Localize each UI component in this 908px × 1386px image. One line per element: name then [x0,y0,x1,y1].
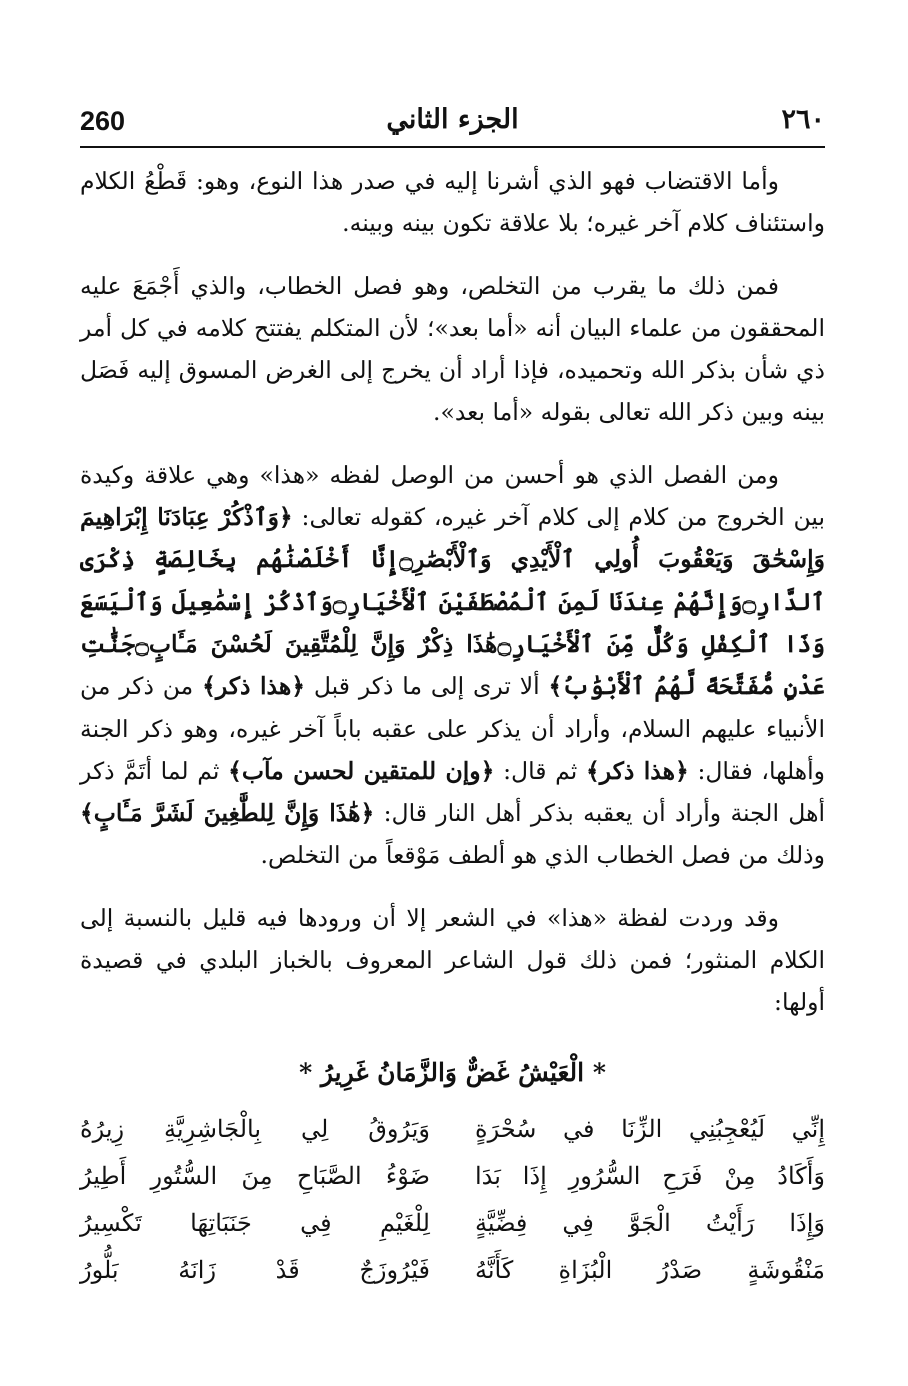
paragraph-1: وأما الاقتضاب فهو الذي أشرنا إليه في صدر هذا النوع، وهو: قَطْعُ الكلام واستئناف كلام آخر غيره؛ بلا علاقة تكون بينه وبينه. [80,167,825,238]
verse-second-hemistich: فَيْرُوزَجٌ قَدْ زَانَهُ بَلُّورُ [80,1256,430,1284]
verse-row [80,1162,825,1209]
page-number-arabic: ٢٦٠ [781,104,825,135]
body-text [80,160,825,1024]
verse-first-hemistich: إِنِّي لَيُعْجِبُنِي الزِّنَا في سُحْرَةٍ [475,1115,825,1143]
running-title: الجزء الثاني [386,104,519,135]
verse-first-hemistich: وَأَكَادُ مِنْ فَرَحِ السُّرُورِ إِذَا بَدَا [475,1162,825,1190]
paragraph-4: وقد وردت لفظة «هذا» في الشعر إلا أن ورودها فيه قليل بالنسبة إلى الكلام المنثور؛ فمن ذلك قول الشاعر المعروف بالخباز البلدي في قصيدة أولها: [80,903,825,1017]
verse-second-hemistich: لِلْغَيْمِ فِي جَنَبَاتِهَا تَكْسِيرُ [80,1209,430,1237]
verse-second-hemistich: وَيَرُوقُ لِي بِالْجَاشِرِيَّةِ زِيرُهُ [80,1115,430,1143]
header-rule [80,146,825,148]
paragraph-3-text-3: من ذكر من الأنبياء عليهم السلام، وأراد أن يذكر على عقبه باباً آخر غيره، وهو ذكر الجنة وأهلها، فقال: [80,672,826,785]
quran-quote-2: ﴿هذا ذكر﴾ [202,672,306,701]
quran-quote-3: ﴿هذا ذكر﴾ [585,756,689,785]
verse-row [80,1209,825,1256]
page-number-latin: 260 [80,106,126,136]
poem-verses [80,1115,825,1303]
paragraph-3-text-2: ألا ترى إلى ما ذكر قبل [305,672,549,701]
quran-quote-4: ﴿وإن للمتقين لحسن مآب﴾ [228,756,495,785]
quran-quote-5: ﴿هَٰذَا وَإِنَّ لِلطَّٰغِينَ لَشَرَّ مَـَٔابٍ﴾ [80,799,375,828]
verse-row [80,1256,825,1303]
paragraph-2: فمن ذلك ما يقرب من التخلص، وهو فصل الخطاب، والذي أَجْمَعَ عليه المحققون من علماء البيان أنه «أما بعد»؛ لأن المتكلم يفتتح كلامه في كل أمر ذي شأن بذكر الله وتحميده، فإذا أراد أن يخرج إلى الغرض المسوق إليه فَصَل بينه وبين ذكر الله تعالى بقوله «أما بعد». [80,271,825,427]
paragraph-3-text-5: ثم لما أتَمَّ ذكر أهل الجنة وأراد أن يعقبه بذكر أهل النار قال: [80,756,825,828]
verse-first-hemistich: وَإِذَا رَأَيْتُ الْجَوَّ فِي فِضِّيَّةٍ [475,1209,825,1237]
paragraph-3-text-1: ومن الفصل الذي هو أحسن من الوصل لفظه «هذا» وهي علاقة وكيدة بين الخروج من كلام إلى كلام آخر غيره، كقوله تعالى: [80,460,825,532]
paragraph-3 [80,454,825,877]
quran-quote-1: ﴿وَٱذْكُرْ عِبَادَنَا إِبْرَاهِيمَ وَإِسْحَٰقَ وَيَعْقُوبَ أُولِي ٱلْأَيْدِي وَٱلْأَبْصَٰرِ۝إِنَّا أَخْلَصْنَٰهُم بِخَالِصَةٍ ذِكْرَى ٱلدَّارِ۝وَإِنَّهُمْ عِندَنَا لَمِنَ ٱلْمُصْطَفَيْنَ ٱلْأَخْيَارِ۝وَٱذْكُرْ إِسْمَٰعِيلَ وَٱلْيَسَعَ وَذَا ٱلْكِفْلِ وَكُلٌّ مِّنَ ٱلْأَخْيَارِ۝هَٰذَا ذِكْرٌ وَإِنَّ لِلْمُتَّقِينَ لَحُسْنَ مَـَٔابٍ۝جَنَّٰتِ عَدْنٍ مُّفَتَّحَةً لَّهُمُ ٱلْأَبْوَٰبُ﴾ [80,503,826,701]
verse-second-hemistich: ضَوْءُ الصَّبَاحِ مِنَ السُّتُورِ أَطِيرُ [80,1162,430,1190]
verse-first-hemistich: مَنْقُوشَةٍ صَدْرُ الْبُزَاةِ كَأَنَّهُ [475,1256,825,1284]
paragraph-3-text-4: ثم قال: [494,756,586,785]
page-header [80,100,825,144]
poem-opening-hemistich: * الْعَيْشُ غَضٌّ وَالزَّمَانُ غَرِيرُ * [299,1058,606,1087]
paragraph-3-text-6: وذلك من فصل الخطاب الذي هو ألطف مَوْقعاً من التخلص. [260,841,825,870]
verse-row [80,1115,825,1162]
